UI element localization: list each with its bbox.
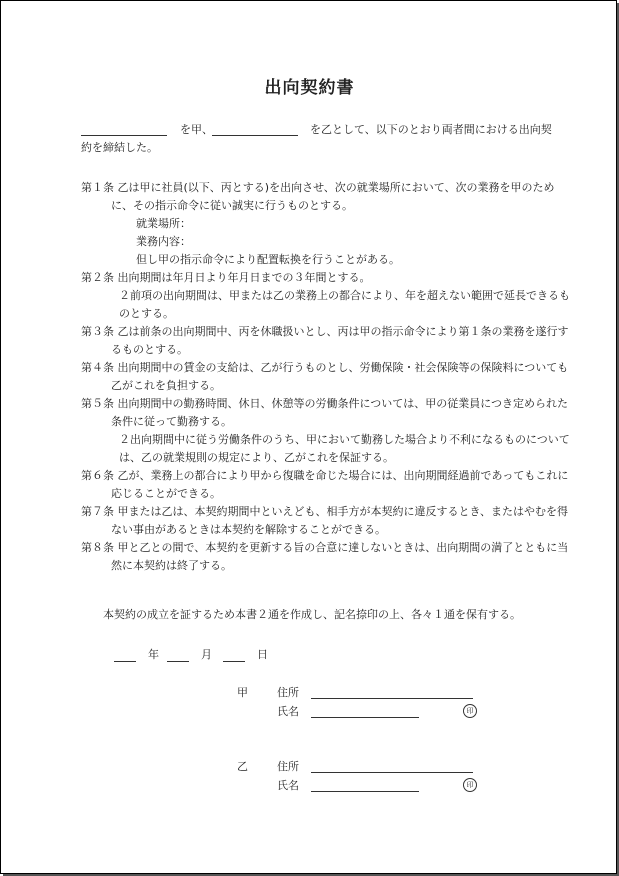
party-a-label: 甲: [237, 686, 248, 699]
article-line: 但し甲の指示命令により配置転換を行うことがある。: [136, 253, 400, 266]
intro-text-3: 約を締結した。: [81, 141, 158, 154]
article-line: 第８条 甲と乙との間で、本契約を更新する旨の合意に達しないときは、出向期間の満了とともに当: [81, 541, 569, 554]
closing-statement: 本契約の成立を証するため本書２通を作成し、記名捺印の上、各々１通を保有する。: [103, 608, 521, 621]
article-line: ２出向期間中に従う労働条件のうち、甲において勤務した場合より不利になるものについて: [119, 433, 570, 446]
article-line: ない事由があるときは本契約を解除することができる。: [111, 523, 386, 536]
article-line: は、乙の就業規則の規定により、乙がこれを保証する。: [119, 451, 394, 464]
article-line: 業務内容：: [136, 235, 191, 248]
party-b-name-line: [311, 791, 419, 792]
article-line: 第４条 出向期間中の賃金の支給は、乙が行うものとし、労働保険・社会保険等の保険料についても: [81, 361, 569, 374]
party-b-seal: 印: [463, 778, 477, 792]
article-line: 就業場所：: [136, 217, 191, 230]
article-line: 乙がこれを負担する。: [111, 379, 221, 392]
date-month-blank: [167, 661, 189, 662]
party-b-address-line: [311, 772, 473, 773]
article-line: 然に本契約は終了する。: [111, 559, 232, 572]
party-a-address-line: [311, 698, 473, 699]
article-line: 第５条 出向期間中の勤務時間、休日、休憩等の労働条件については、甲の従業員につき定められた: [81, 397, 569, 410]
party-a-name-label: 氏名: [277, 705, 299, 718]
party-a-name-line: [311, 717, 419, 718]
party-b-name-label: 氏名: [277, 779, 299, 792]
article-line: に、その指示命令に従い誠実に行うものとする。: [111, 199, 353, 212]
date-day-blank: [223, 661, 245, 662]
date-month-label: 月: [201, 648, 212, 661]
article-line: のとする。: [119, 307, 174, 320]
intro-text-1: を甲、: [180, 123, 213, 136]
article-line: 第２条 出向期間は年月日より年月日までの３年間とする。: [81, 271, 371, 284]
article-line: 条件に従って勤務する。: [111, 415, 232, 428]
party-b-address-label: 住所: [277, 760, 299, 773]
party-a-address-label: 住所: [277, 686, 299, 699]
party-a-blank: [81, 135, 167, 136]
article-line: 第７条 甲または乙は、本契約期間中といえども、相手方が本契約に違反するとき、またはやむを得: [81, 505, 569, 518]
party-b-label: 乙: [237, 760, 248, 773]
date-year-label: 年: [148, 648, 159, 661]
date-year-blank: [114, 661, 136, 662]
article-line: るものとする。: [111, 343, 188, 356]
date-day-label: 日: [257, 648, 268, 661]
intro-text-2: を乙として、以下のとおり両者間における出向契: [310, 123, 552, 136]
article-line: 第１条 乙は甲に社員(以下、丙とする)を出向させ、次の就業場所において、次の業務を甲のため: [81, 181, 555, 194]
article-line: 応じることができる。: [111, 487, 221, 500]
article-line: ２前項の出向期間は、甲または乙の業務上の都合により、年を超えない範囲で延長できるも: [119, 289, 570, 302]
party-b-blank: [212, 135, 298, 136]
article-line: 第３条 乙は前条の出向期間中、丙を休職扱いとし、丙は甲の指示命令により第１条の業務を遂行す: [81, 325, 569, 338]
party-a-seal: 印: [463, 704, 477, 718]
article-line: 第６条 乙が、業務上の都合により甲から復職を命じた場合には、出向期間経過前であってもこれに: [81, 469, 569, 482]
document-title: 出向契約書: [264, 78, 355, 98]
